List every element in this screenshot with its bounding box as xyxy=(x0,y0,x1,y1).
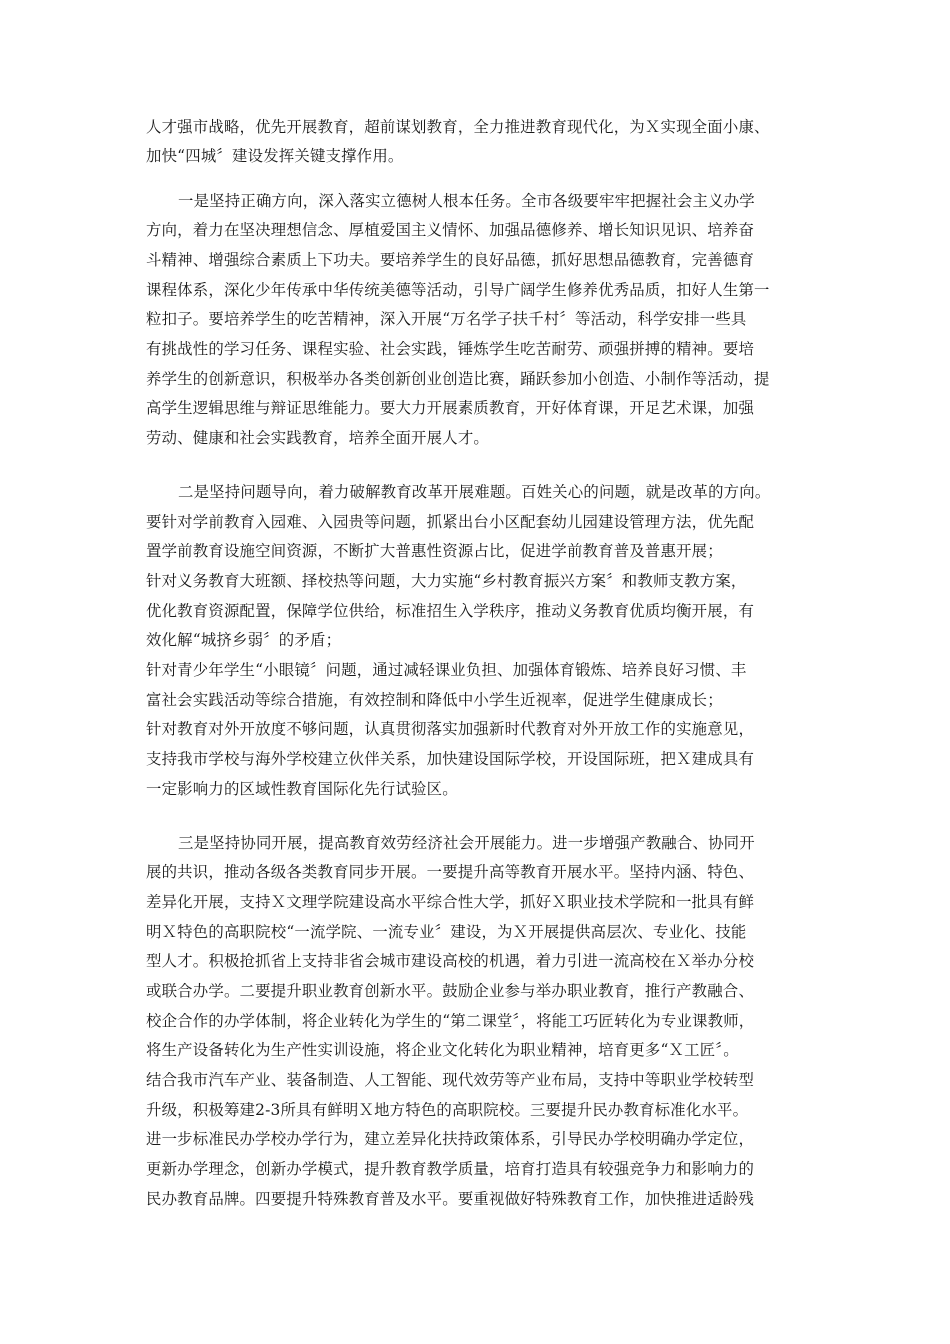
paragraph-2-line-8: 高学生逻辑思维与辩证思维能力。要大力开展素质教育，开好体育课，开足艺术课，加强 xyxy=(146,399,755,417)
paragraph-3-line-8: 富社会实践活动等综合措施，有效控制和降低中小学生近视率，促进学生健康成长； xyxy=(146,691,723,709)
paragraph-4-line-11: 进一步标准民办学校办学行为，建立差异化扶持政策体系，引导民办学校明确办学定位， xyxy=(146,1130,755,1148)
paragraph-4-line-2: 展的共识，推动各级各类教育同步开展。一要提升高等教育开展水平。坚持内涵、特色、 xyxy=(146,863,755,881)
paragraph-3-line-3: 置学前教育设施空间资源，不断扩大普惠性资源占比，促进学前教育普及普惠开展； xyxy=(146,542,723,560)
paragraph-2-line-7: 养学生的创新意识，积极举办各类创新创业创造比赛，踊跃参加小创造、小制作等活动，提 xyxy=(146,370,770,388)
paragraph-4-line-9: 结合我市汽车产业、装备制造、人工智能、现代效劳等产业布局，支持中等职业学校转型 xyxy=(146,1071,755,1089)
paragraph-3-line-6: 效化解“城挤乡弱〞的矛盾； xyxy=(146,631,342,649)
paragraph-2-line-1: 一是坚持正确方向，深入落实立德树人根本任务。全市各级要牢牢把握社会主义办学 xyxy=(178,192,755,210)
paragraph-2-line-5: 粒扣子。要培养学生的吃苦精神，深入开展“万名学子扶千村〞等活动，科学安排一些具 xyxy=(146,310,747,328)
paragraph-3-line-7: 针对青少年学生“小眼镜〞问题，通过减轻课业负担、加强体育锻炼、培养良好习惯、丰 xyxy=(146,661,747,679)
paragraph-2-line-4: 课程体系，深化少年传承中华传统美德等活动，引导广阔学生修养优秀品质，扣好人生第一 xyxy=(146,281,770,299)
paragraph-1-line-1: 人才强市战略，优先开展教育，超前谋划教育，全力推进教育现代化，为Ｘ实现全面小康、 xyxy=(146,118,770,136)
paragraph-3-line-1: 二是坚持问题导向，着力破解教育改革开展难题。百姓关心的问题，就是改革的方向。 xyxy=(178,483,771,501)
paragraph-3-line-2: 要针对学前教育入园难、入园贵等问题，抓紧出台小区配套幼儿园建设管理方法，优先配 xyxy=(146,513,755,531)
paragraph-3-line-10: 支持我市学校与海外学校建立伙伴关系，加快建设国际学校，开设国际班，把Ｘ建成具有 xyxy=(146,750,755,768)
paragraph-4-line-5: 型人才。积极抢抓省上支持非省会城市建设高校的机遇，着力引进一流高校在Ｘ举办分校 xyxy=(146,952,755,970)
paragraph-3-line-9: 针对教育对外开放度不够问题，认真贯彻落实加强新时代教育对外开放工作的实施意见， xyxy=(146,720,755,738)
paragraph-4-line-3: 差异化开展，支持Ｘ文理学院建设高水平综合性大学，抓好Ｘ职业技术学院和一批具有鲜 xyxy=(146,893,755,911)
paragraph-1-line-2: 加快“四城〞建设发挥关键支撑作用。 xyxy=(146,147,404,165)
paragraph-4-line-7: 校企合作的办学体制，将企业转化为学生的“第二课堂〞，将能工巧匠转化为专业课教师， xyxy=(146,1012,755,1030)
paragraph-4-line-8: 将生产设备转化为生产性实训设施，将企业文化转化为职业精神，培育更多“Ｘ工匠〞。 xyxy=(146,1041,739,1059)
paragraph-2-line-9: 劳动、健康和社会实践教育，培养全面开展人才。 xyxy=(146,429,489,447)
paragraph-3-line-4: 针对义务教育大班额、择校热等问题，大力实施“乡村教育振兴方案〞和教师支教方案， xyxy=(146,572,747,590)
paragraph-2-line-2: 方向，着力在坚决理想信念、厚植爱国主义情怀、加强品德修养、增长知识见识、培养奋 xyxy=(146,221,755,239)
paragraph-4-line-12: 更新办学理念，创新办学模式，提升教育教学质量，培育打造具有较强竞争力和影响力的 xyxy=(146,1160,755,1178)
paragraph-4-line-4: 明Ｘ特色的高职院校“一流学院、一流专业〞建设，为Ｘ开展提供高层次、专业化、技能 xyxy=(146,923,747,941)
paragraph-3-line-5: 优化教育资源配置，保障学位供给，标准招生入学秩序，推动义务教育优质均衡开展，有 xyxy=(146,602,755,620)
paragraph-4-line-13: 民办教育品牌。四要提升特殊教育普及水平。要重视做好特殊教育工作，加快推进适龄残 xyxy=(146,1190,755,1208)
paragraph-4-line-10: 升级，积极筹建2-3所具有鲜明Ｘ地方特色的高职院校。三要提升民办教育标准化水平。 xyxy=(146,1101,749,1119)
paragraph-2-line-3: 斗精神、增强综合素质上下功夫。要培养学生的良好品德，抓好思想品德教育，完善德育 xyxy=(146,251,755,269)
paragraph-2-line-6: 有挑战性的学习任务、课程实验、社会实践，锤炼学生吃苦耐劳、顽强拼搏的精神。要培 xyxy=(146,340,755,358)
paragraph-4-line-6: 或联合办学。二要提升职业教育创新水平。鼓励企业参与举办职业教育，推行产教融合、 xyxy=(146,982,755,1000)
paragraph-3-line-11: 一定影响力的区域性教育国际化先行试验区。 xyxy=(146,780,458,798)
paragraph-4-line-1: 三是坚持协同开展，提高教育效劳经济社会开展能力。进一步增强产教融合、协同开 xyxy=(178,834,755,852)
